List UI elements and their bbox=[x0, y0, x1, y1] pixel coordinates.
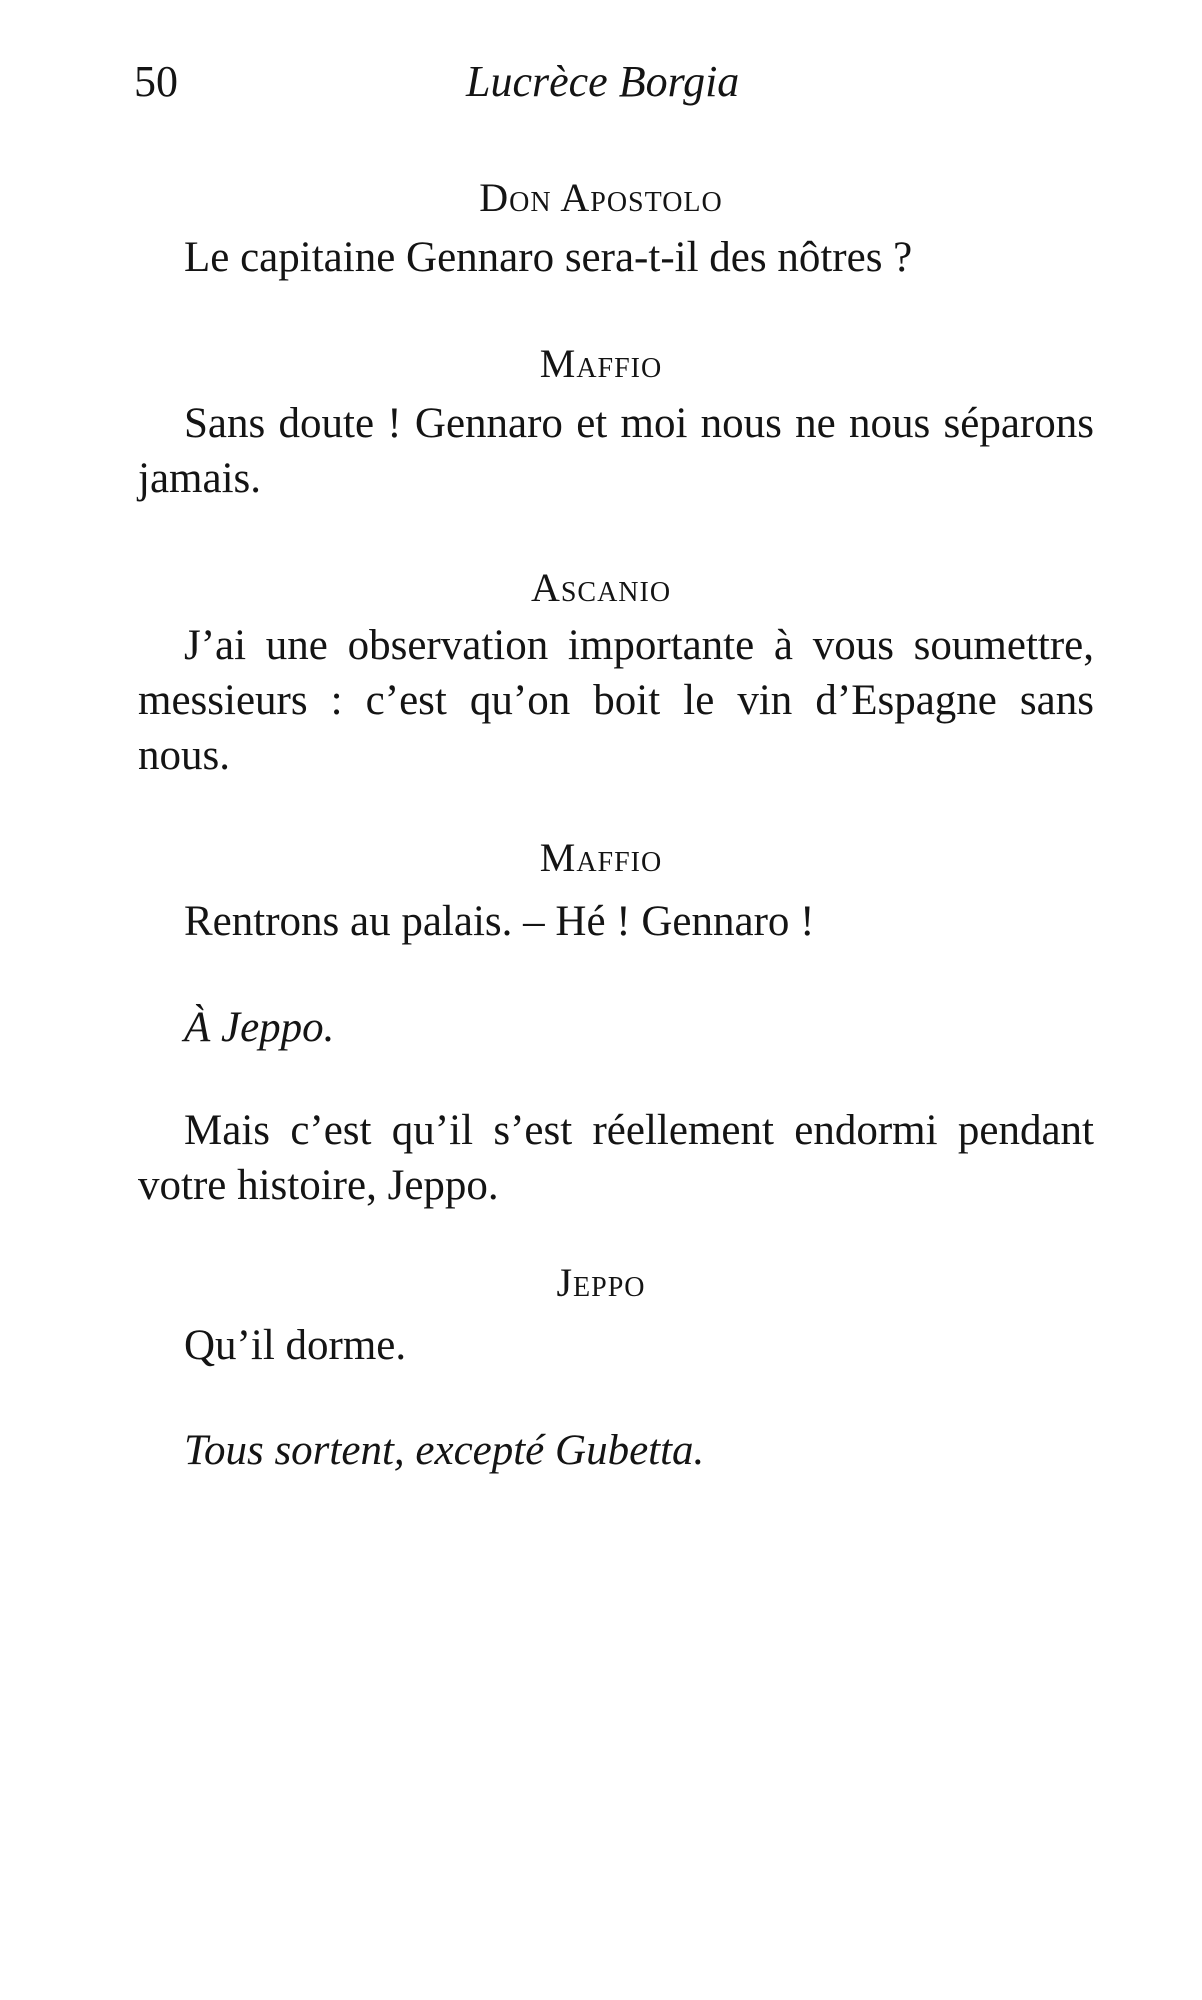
speaker-name: Maffio bbox=[539, 835, 663, 880]
dialogue-line: Sans doute ! Gennaro et moi nous ne nous séparons jamais. bbox=[138, 400, 1094, 502]
stage-direction: À Jeppo. bbox=[184, 1004, 335, 1051]
speaker-name: Ascanio bbox=[530, 565, 672, 610]
dialogue-line: J’ai une observation importante à vous soumettre, messieurs : c’est qu’on boit le vin d’Espagne sans nous. bbox=[138, 622, 1094, 779]
dialogue-line: Qu’il dorme. bbox=[184, 1322, 407, 1369]
dialogue-line: Le capitaine Gennaro sera-t-il des nôtres ? bbox=[184, 234, 913, 281]
running-title: Lucrèce Borgia bbox=[466, 57, 740, 106]
stage-direction: Tous sortent, excepté Gubetta. bbox=[184, 1427, 705, 1474]
dialogue-line: Mais c’est qu’il s’est réellement endormi pendant votre histoire, Jeppo. bbox=[138, 1107, 1094, 1209]
speaker-name: Don Apostolo bbox=[479, 175, 723, 220]
page-number: 50 bbox=[134, 57, 178, 106]
speaker-name: Maffio bbox=[539, 341, 663, 386]
page-header bbox=[0, 52, 1202, 112]
dialogue-line: Rentrons au palais. – Hé ! Gennaro ! bbox=[184, 898, 815, 945]
speaker-name: Jeppo bbox=[556, 1260, 646, 1305]
